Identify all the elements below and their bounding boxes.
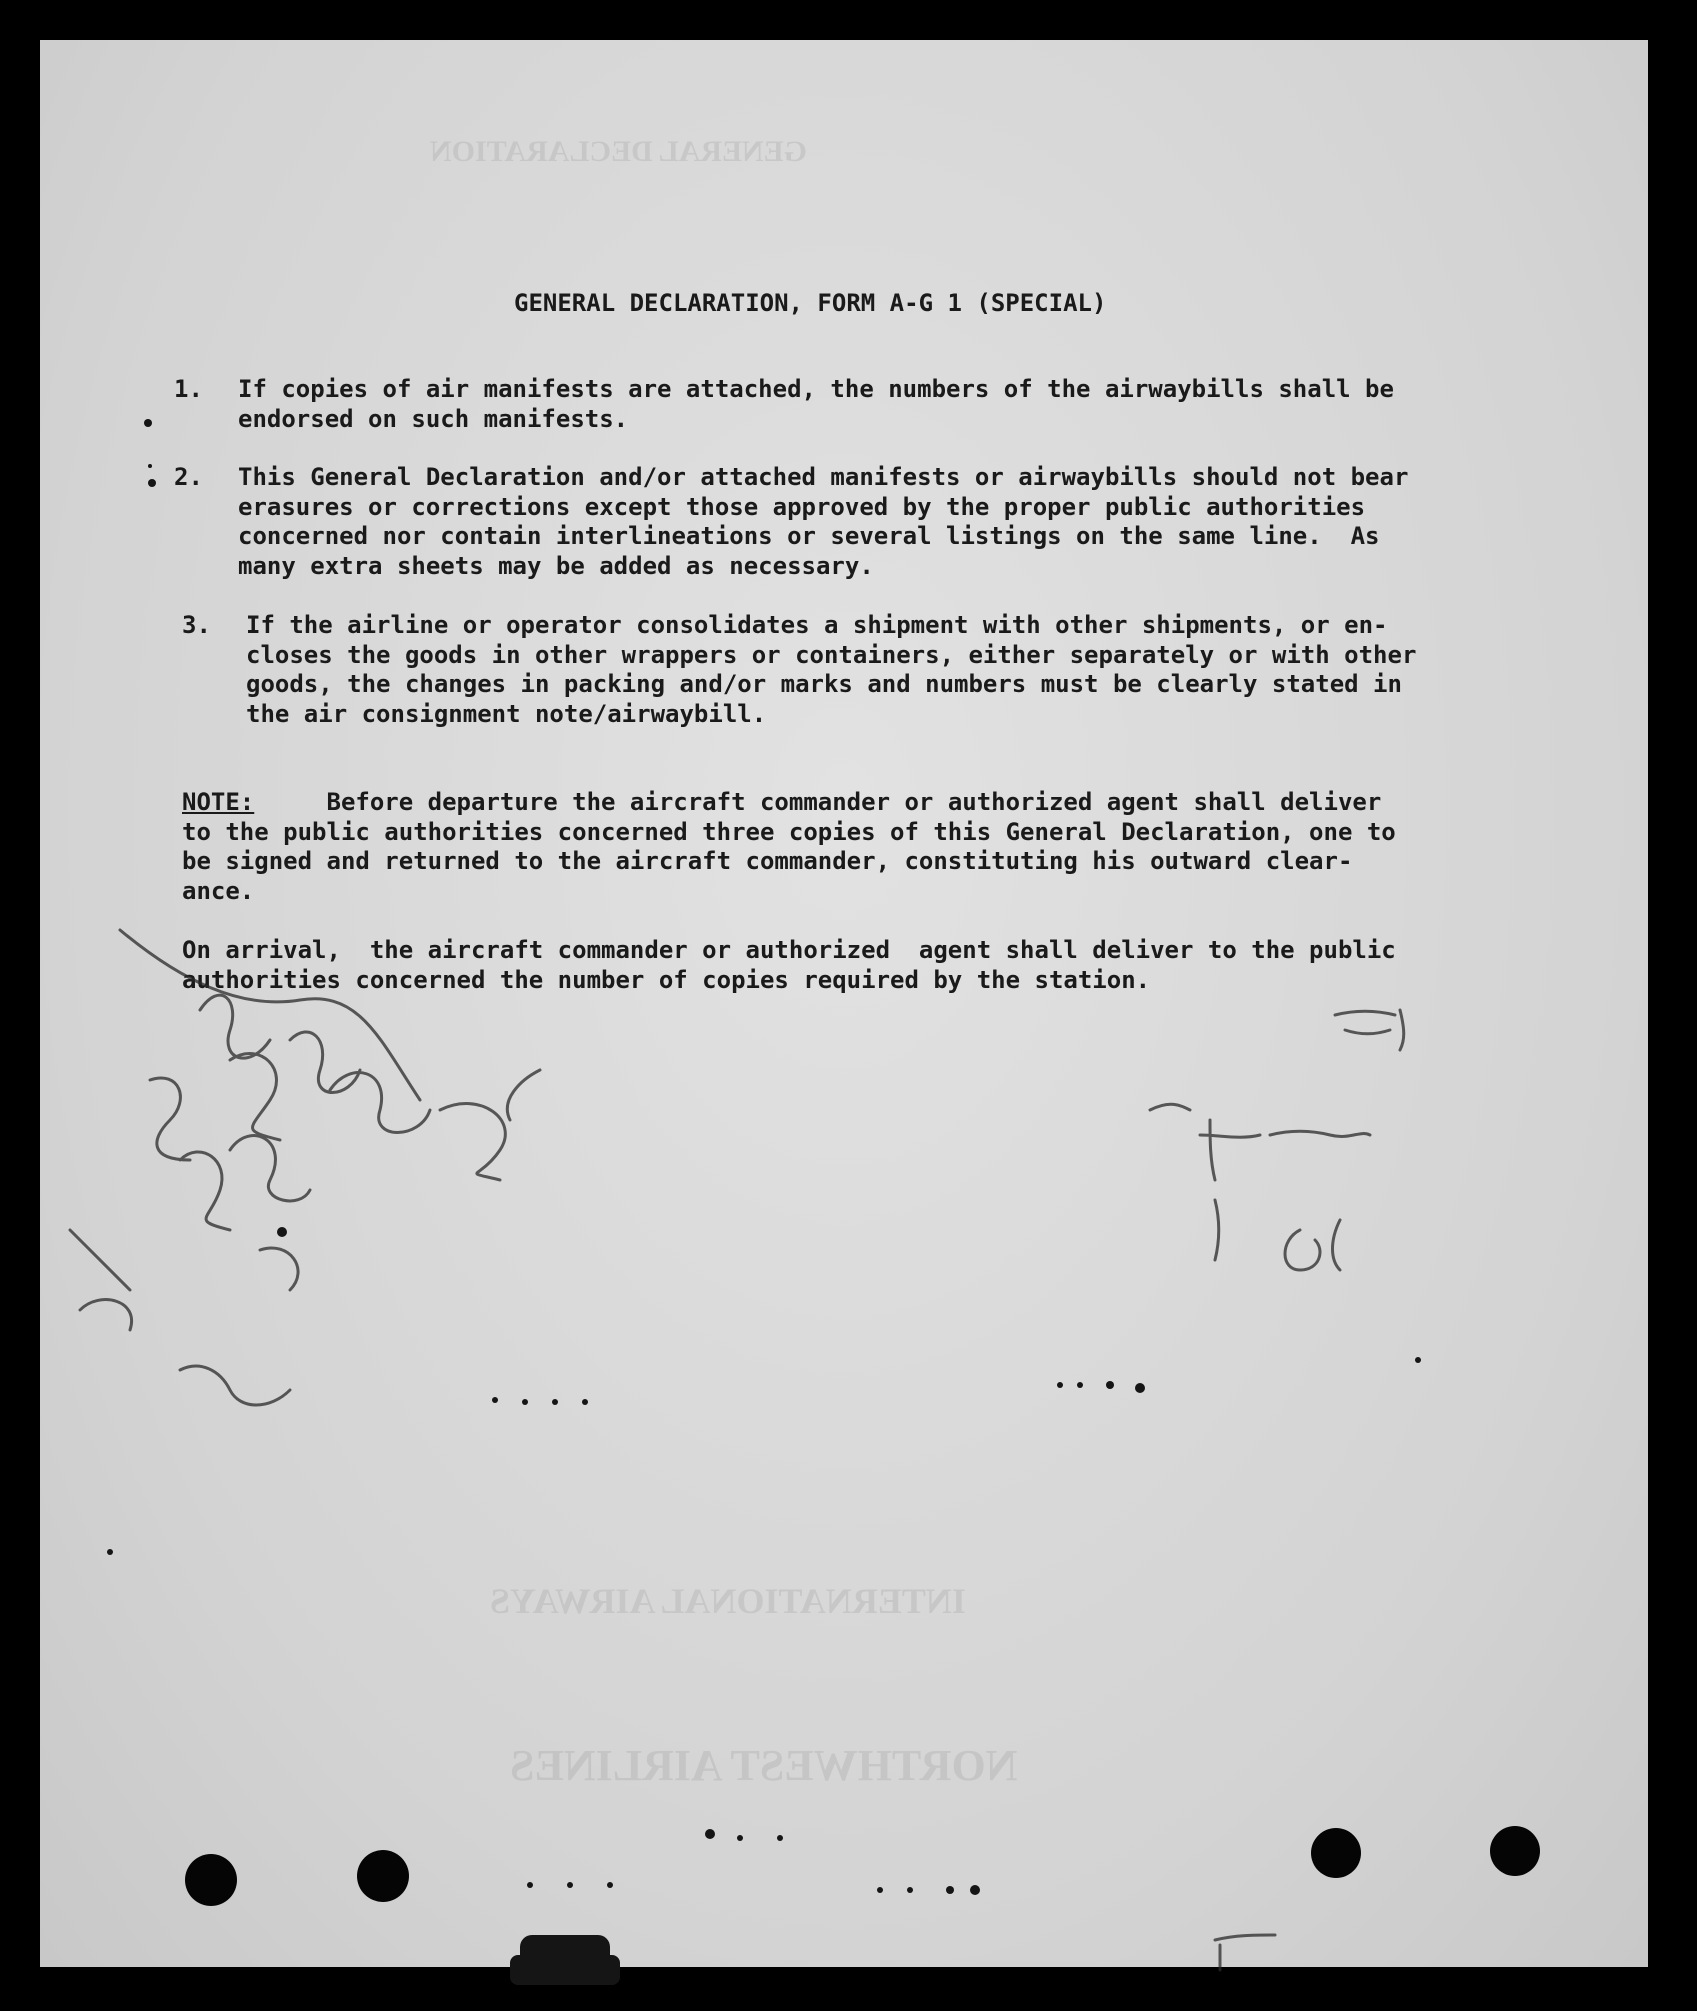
punch-hole <box>357 1850 409 1902</box>
item-number: 1. <box>174 375 203 403</box>
item-line: concerned nor contain interlineations or several listings on the same line. As <box>238 522 1380 550</box>
punch-hole <box>1490 1826 1540 1876</box>
item-number: 2. <box>174 463 203 491</box>
note-line: be signed and returned to the aircraft commander, constituting his outward clear- <box>182 847 1353 875</box>
item-line: closes the goods in other wrappers or containers, either separately or with other <box>246 640 1417 669</box>
item-line: the air consignment note/airwaybill. <box>246 699 767 728</box>
punch-hole <box>185 1854 237 1906</box>
show-through-text: INTERNATIONAL AIRWAYS <box>490 1581 966 1621</box>
show-through-text: NORTHWEST AIRLINES <box>510 1741 1018 1790</box>
item-line: goods, the changes in packing and/or marks and numbers must be clearly stated in <box>246 670 1402 698</box>
note-line: ance. <box>182 876 255 905</box>
item-line: If the airline or operator consolidates a shipment with other shipments, or en- <box>246 611 1388 639</box>
item-line: many extra sheets may be added as necessary. <box>238 551 874 580</box>
item-line: erasures or corrections except those approved by the proper public authorities <box>238 492 1366 521</box>
show-through-text: GENERAL DECLARATION <box>430 135 808 168</box>
item-line: This General Declaration and/or attached manifests or airwaybills should not bear <box>238 463 1409 491</box>
item-number: 3. <box>182 611 211 639</box>
note-line: to the public authorities concerned three copies of this General Declaration, one to <box>182 817 1396 846</box>
arrival-line: authorities concerned the number of copies required by the station. <box>182 965 1151 994</box>
note-first-line: Before departure the aircraft commander or authorized agent shall deliver <box>254 788 1382 816</box>
document-title: GENERAL DECLARATION, FORM A-G 1 (SPECIAL) <box>514 289 1107 317</box>
item-line: If copies of air manifests are attached, the numbers of the airwaybills shall be <box>238 375 1394 403</box>
arrival-line: On arrival, the aircraft commander or authorized agent shall deliver to the public <box>182 936 1396 964</box>
note-label: NOTE: <box>182 788 255 816</box>
item-line: endorsed on such manifests. <box>238 404 629 433</box>
punch-hole <box>1311 1828 1361 1878</box>
